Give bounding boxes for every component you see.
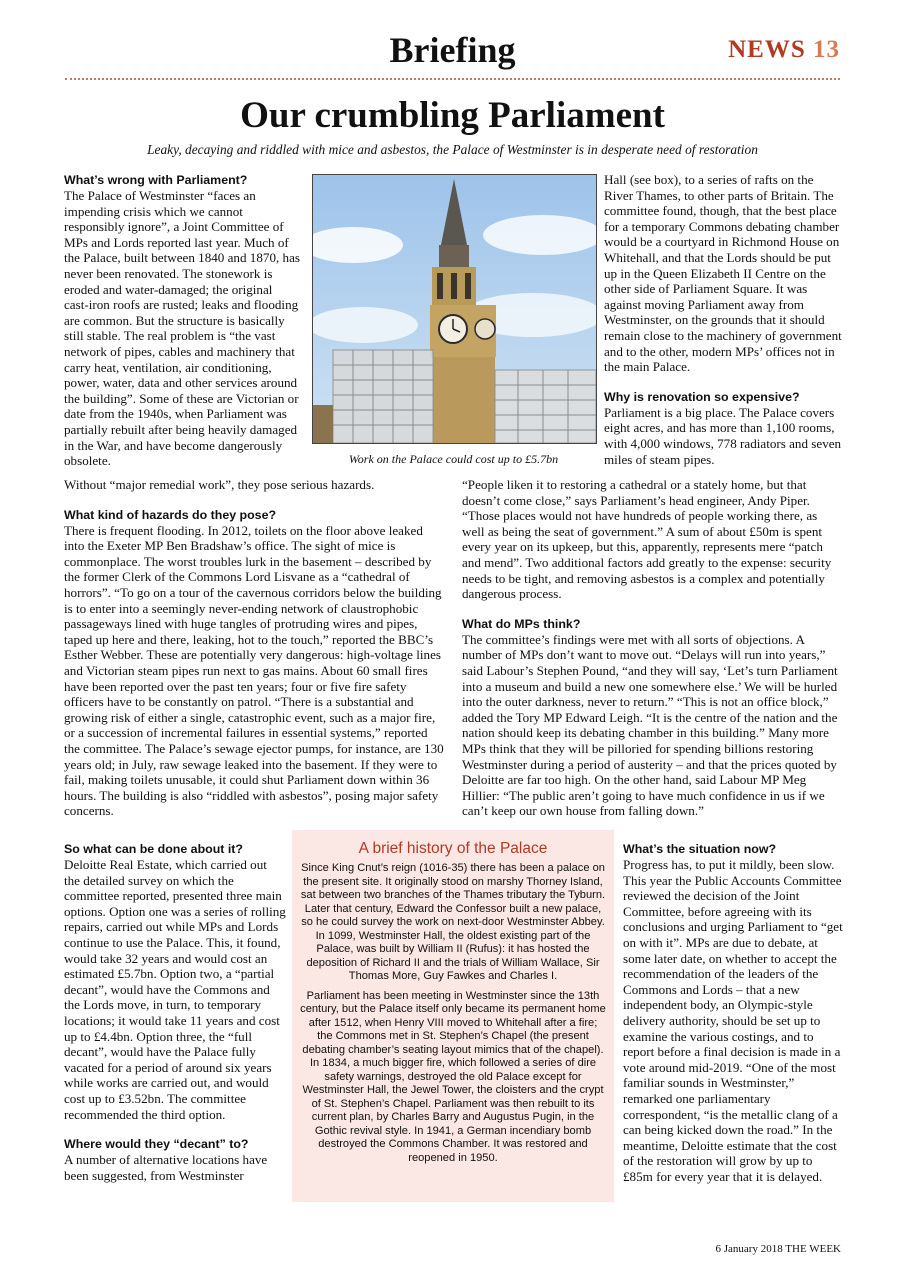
body-paragraph: Hall (see box), to a series of rafts on the River Thames, to other parts of Britain. The committee found, though, that the best place for a temporary Commons debating chamber would be a courtyard in Richmond House on Whitehall, and that the Lords should be put up in the Queen Elizabeth II Centre on the other side of Parliament Square. It was against moving Parliament away from Westminster, on the grounds that it should remain close to the machinery of government and to the other, modern MPs’ offices not in the main Palace. [604, 172, 842, 375]
photo-big-ben-scaffolding [312, 174, 597, 444]
body-paragraph: Without “major remedial work”, they pose serious hazards. [64, 477, 375, 492]
footer-date: 6 January 2018 [715, 1243, 783, 1255]
box-paragraph: Since King Cnut’s reign (1016-35) there has been a palace on the present site. It originally stood on marshy Thorney Island, sat between two branches of the Thames tributary the Tyburn. Later that century, Edward the Confessor built a new palace, so he could survey the work on next-door Westminster Abbey. In 1099, Westminster Hall, the oldest existing part of the Palace, was built by William II (Rufus): it has hosted the deposition of Richard II and the trials of William Wallace, Sir Thomas More, Guy Fawkes and Charles I. [300, 862, 606, 982]
footer-publication: THE WEEK [785, 1243, 841, 1255]
body-paragraph: “People liken it to restoring a cathedral or a stately home, but that doesn’t come close,” says Parliament’s head engineer, Andy Piper. “Those places would not have hundreds of people working there, as well as being the seat of government.” A sum of about £50m is spent every year on its upkeep, but this, apparently, represents mere “patch and mend”. Two additional factors add greatly to the expense: security needs to be tight, and removing asbestos is a complex and potentially dangerous process. [462, 477, 832, 602]
body-paragraph: Parliament is a big place. The Palace covers eight acres, and has more than 1,100 rooms, with 4,000 windows, 778 radiators and seven miles of steam pipes. [604, 404, 842, 467]
body-paragraph: The Palace of Westminster “faces an impending crisis which we cannot responsibly ignore”, a Joint Committee of MPs and Lords reported last year. Much of the Palace, built between 1840 and 1870, has never been renovated. The stonework is eroded and water-damaged; the original cast-iron roofs are rusted; leaks and flooding are common. But the structure is basically still stable. The real problem is “the vast network of pipes, cables and machinery that carry heat, ventilation, air conditioning, power, water, data and other services around the building”. Some of these are Victorian or date from the 1940s, when Parliament was partially rebuilt after being heavily damaged in the War, and have become dangerously obsolete. [64, 188, 300, 469]
section-title: Briefing [389, 30, 516, 70]
page-footer [716, 1242, 841, 1256]
question-heading: So what can be done about it? [64, 842, 243, 856]
body-paragraph: Progress has, to put it mildly, been slow. This year the Public Accounts Committee reviewed the decision of the Joint Committee, before agreeing with its conclusions and urging Parliament to “get on with it”. MPs are due to debate, at some later date, on whether to accept the recommendation of the leaders of the Commons and Lords – that a new independent body, an Olympic-style delivery authority, should be set up to examine the various costings, and to report before a final decision is made in a vote around mid-2019. “One of the most familiar sounds in Westminster,” remarked one parliamentary correspondent, “is the metallic clang of a can being kicked down the road.” In the meantime, Deloitte estimate that the cost of the restoration will grow by up to £85m for every year that it is delayed. [623, 857, 843, 1184]
article-headline: Our crumbling Parliament [240, 95, 665, 136]
article-standfirst: Leaky, decaying and riddled with mice and asbestos, the Palace of Westminster is in desperate need of restoration [147, 142, 758, 157]
question-heading: What’s the situation now? [623, 842, 777, 856]
history-sidebar-box [292, 830, 614, 1202]
question-heading: What’s wrong with Parliament? [64, 173, 248, 187]
photo-caption: Work on the Palace could cost up to £5.7bn [348, 452, 559, 466]
big-ben-illustration [313, 175, 596, 443]
column-2-middle [462, 477, 842, 819]
body-paragraph: There is frequent flooding. In 2012, toilets on the floor above leaked into the Exeter MP Ben Bradshaw’s office. The sight of mice is commonplace. The worst troubles lurk in the basement – described by the former Clerk of the Commons Lord Lisvane as a “cathedral of horrors”. “To go on a tour of the cavernous corridors below the building is to enter into a seemingly never-ending network of claustrophobic passageways lined with huge tangles of protruding wires and pipes, taped up here and there, leaking, hot to the touch,” reported the BBC’s Esther Webber. These are potentially very dangerous: high-voltage lines and Victorian steam pipes run next to gas mains. About 60 small fires have been reported over the past ten years; four or five fire safety officers have to be constantly on patrol. “There is a substantial and growing risk of either a single, catastrophic event, such as a major fire, or a succession of incremental failures in essential systems,” reported the committee. The Palace’s sewage ejector pumps, for instance, are 130 years old; in July, raw sewage leaked into the basement. If they were to fail, making toilets unusable, it could shut Parliament down within 36 hours. The building is also “riddled with asbestos”, posing major safety concerns. [64, 522, 444, 819]
question-heading: Why is renovation so expensive? [604, 389, 800, 404]
body-paragraph: A number of alternative locations have been suggested, from Westminster [64, 1152, 268, 1183]
box-title: A brief history of the Palace [358, 840, 548, 857]
question-heading: Where would they “decant” to? [64, 1137, 249, 1152]
column-1-wide [64, 477, 445, 819]
column-bottom-right [623, 841, 843, 1184]
question-heading: What do MPs think? [462, 616, 581, 631]
news-page-label [728, 36, 840, 64]
page-number: 13 [813, 36, 840, 63]
header-divider [65, 78, 840, 80]
news-label: NEWS [728, 36, 806, 63]
box-paragraph: Parliament has been meeting in Westminster since the 13th century, but the Palace itself only became its permanent home after 1512, when Henry VIII moved to Whitehall after a fire; the Commons met in St. Stephen’s Chapel (the present debating chamber’s seating layout mimics that of the chapel). In 1834, a much bigger fire, which followed a series of dire safety warnings, destroyed the old Palace except for Westminster Hall, the Jewel Tower, the cloisters and the crypt of St. Stephen’s Chapel. Parliament was then rebuilt to its current plan, by Charles Barry and Augustus Pugin, in the Gothic revival style. In 1941, a German incendiary bomb destroyed the Commons Chamber. It was restored and reopened in 1950. [300, 989, 606, 1164]
question-heading: What kind of hazards do they pose? [64, 507, 277, 522]
column-bottom-left [64, 841, 286, 1183]
column-3-top [604, 172, 844, 467]
body-paragraph: Deloitte Real Estate, which carried out the detailed survey on which the committee reported, presented three main options. Option one was a series of rolling repairs, carried out while MPs and Lords continue to use the Palace. This, it found, would take 32 years and would cost an estimated £5.7bn. Option two, a “partial decant”, would have the Commons and the Lords move, in turn, to temporary locations; it would take 11 years and cost up to £4.4bn. Option three, the “full decant”, would have the Palace fully vacated for a period of around six years while works are carried out, and would cost up to £3.52bn. The committee recommended the third option. [64, 857, 286, 1122]
column-1-top [64, 172, 300, 469]
body-paragraph: The committee’s findings were met with all sorts of objections. A number of MPs don’t want to move out. “Delays will run into years,” said Labour’s Stephen Pound, “and they will say, ‘Let’s turn Parliament into a museum and build a new one somewhere else.’ We will be hurled into the outer darkness, never to return.” “This is not an office block,” added the Tory MP Edward Leigh. “It is the centre of the nation and the nation should keep its debating chamber in this building.” Many more MPs think that they will be pilloried for spending billions restoring Westminster during a period of austerity – and that the prices quoted by Deloitte are far too high. On the other hand, said Labour MP Meg Hillier: “The public aren’t going to have much confidence in us if we can’t keep our own house from falling down.” [462, 631, 838, 819]
